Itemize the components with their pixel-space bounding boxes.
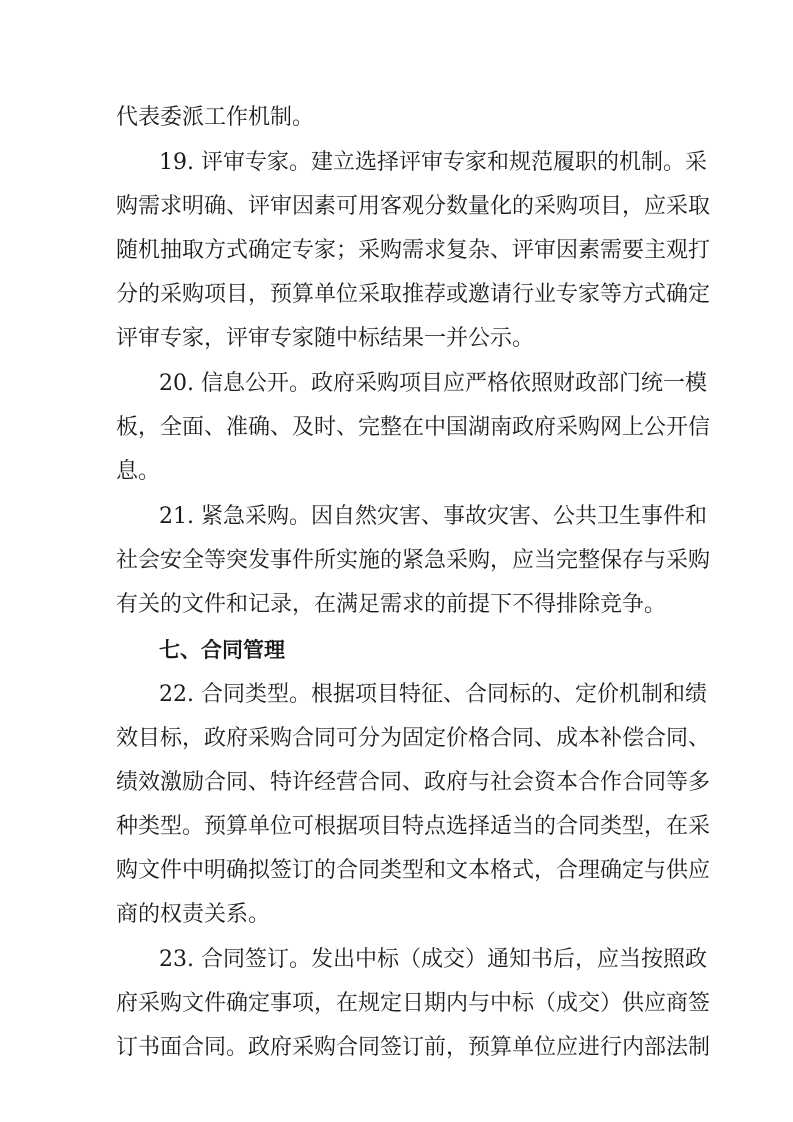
- paragraph-23-line-1: 23. 合同签订。发出中标（成交）通知书后，应当按照政: [159, 947, 707, 972]
- paragraph-20-line-1: 20. 信息公开。政府采购项目应严格依照财政部门统一模: [159, 371, 707, 396]
- paragraph-21-line-1: 21. 紧急采购。因自然灾害、事故灾害、公共卫生事件和: [159, 504, 707, 529]
- text-line: 板，全面、准确、及时、完整在中国湖南政府采购网上公开信: [116, 415, 711, 440]
- text-line: 商的权责关系。: [116, 902, 271, 927]
- section-heading: 七、合同管理: [159, 638, 285, 662]
- text-line: 绩效激励合同、特许经营合同、政府与社会资本合作合同等多: [116, 770, 711, 795]
- text-line: 府采购文件确定事项，在规定日期内与中标（成交）供应商签: [116, 991, 711, 1016]
- paragraph-22-line-1: 22. 合同类型。根据项目特征、合同标的、定价机制和绩: [159, 682, 707, 707]
- text-line: 分的采购项目，预算单位采取推荐或邀请行业专家等方式确定: [116, 282, 711, 307]
- text-line: 效目标，政府采购合同可分为固定价格合同、成本补偿合同、: [116, 726, 711, 751]
- text-line: 评审专家，评审专家随中标结果一并公示。: [116, 326, 535, 351]
- text-line: 息。: [116, 459, 161, 484]
- text-line: 订书面合同。政府采购合同签订前，预算单位应进行内部法制: [116, 1035, 711, 1060]
- text-line: 购文件中明确拟签订的合同类型和文本格式，合理确定与供应: [116, 858, 711, 883]
- text-line: 随机抽取方式确定专家；采购需求复杂、评审因素需要主观打: [116, 238, 711, 263]
- paragraph-19-line-1: 19. 评审专家。建立选择评审专家和规范履职的机制。采: [159, 150, 707, 175]
- text-line: 社会安全等突发事件所实施的紧急采购，应当完整保存与采购: [116, 548, 711, 573]
- text-line: 购需求明确、评审因素可用客观分数量化的采购项目，应采取: [116, 194, 711, 219]
- text-line: 种类型。预算单位可根据项目特点选择适当的合同类型，在采: [116, 814, 711, 839]
- text-line: 有关的文件和记录，在满足需求的前提下不得排除竞争。: [116, 592, 667, 617]
- text-line: 代表委派工作机制。: [116, 105, 315, 130]
